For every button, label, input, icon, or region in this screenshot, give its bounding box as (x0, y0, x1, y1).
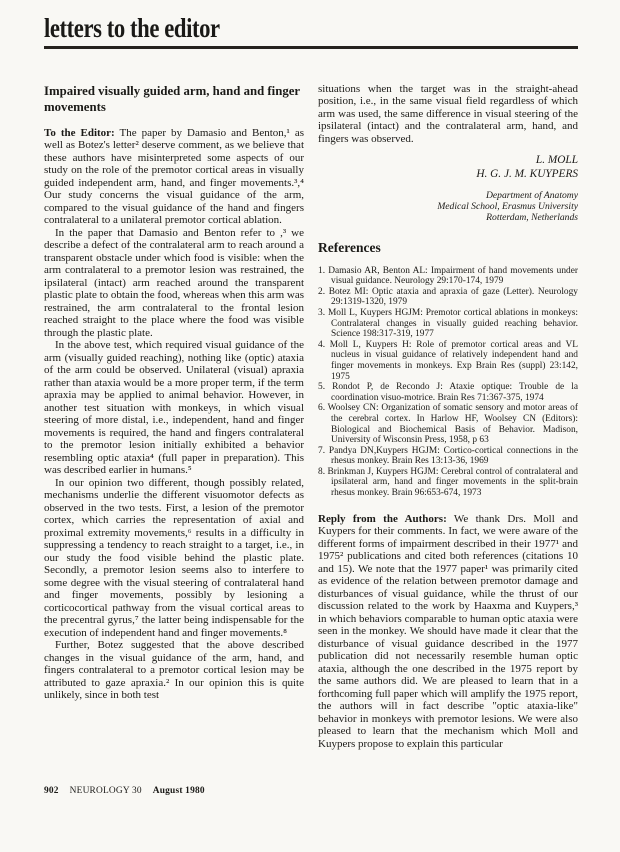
signature-name: L. MOLL (535, 154, 578, 166)
journal-volume: NEUROLOGY 30 (69, 786, 142, 796)
reply-paragraph (318, 513, 578, 751)
letter-paragraph-1-text: The paper by Damasio and Benton,¹ as well as Botez's letter² deserve comment, as we believe that these authors have misinterpreted some aspects of our study on the role of the premotor cortical areas in visually guided independent arm, hand, and finger movements.³,⁴ Our study concerns the visual guidance of the arm, compared to the visual guidance of the hand and fingers contralateral to a unilateral premotor cortical ablation. (44, 126, 304, 226)
two-column-body (44, 83, 578, 751)
reference-number: 7. (318, 445, 326, 456)
references-heading: References (318, 239, 381, 255)
reference-text: Moll L, Kuypers H: Role of premotor cortical areas and VL nucleus in visual guidance of relatively independent hand and finger movements in monkeys. Exp Brain Res (suppl) 23:142, 1975 (329, 339, 578, 382)
letter-paragraph-1 (44, 127, 304, 227)
reply-text: We thank Drs. Moll and Kuypers for their comments. In fact, we were aware of the different forms of impairment described in their 1977¹ and 1975² publications and cited both references (citations 10 and 15). We note that the 1977 paper¹ was primarily cited as evidence of the relation between premotor damage and disturbances of visual guidance, while the thrust of our discussion related to the work by Haaxma and Kuypers,³ in which behaviors comparable to human optic ataxia were seen in the monkey. We should have made it clear that the disturbance of visual guidance described in the 1977 publication did not necessarily resemble human optic ataxia, although the one described in the 1975 report by the same authors did. We are pleased to learn that in a forthcoming full paper which will amplify the 1975 report, the authors will in fact describe "optic ataxia-like" behavior in monkeys with premotor lesions. We were also pleased to learn that the mechanism which Moll and Kuypers propose to explain this particular (318, 512, 578, 750)
reference-text: Moll L, Kuypers HGJM: Premotor cortical ablations in monkeys: Contralateral changes in visually guided reaching behavior. Science 198:317-319, 1977 (327, 307, 579, 340)
reference-number: 3. (318, 307, 326, 318)
letter-paragraph-4: In our opinion two different, though possibly related, mechanisms underlie the different visuomotor defects as observed in the two tests. First, a lesion of the premotor cortex, which carries the representation of axial and proximal extremity movements,⁶ results in a difficulty in suppressing a tendency to reach straight to a target, i.e., in our study the food visible behind the plastic plate. Secondly, a premotor lesion seems also to interfere to some degree with the visual steering of contralateral hand and finger movements, possibly by lesioning a corticocortical pathway from the visual cortical areas to the precentral gyrus,⁷ the latter being indispensable for the execution of independent hand and finger movements.⁸ (44, 476, 304, 639)
reference-text: Botez MI: Optic ataxia and apraxia of gaze (Letter). Neurology 29:1319-1320, 1979 (328, 286, 578, 308)
masthead (44, 13, 578, 49)
affiliation-block (318, 190, 578, 224)
affiliation-line: Department of Anatomy (485, 190, 578, 201)
reference-text: Rondot P, de Recondo J: Ataxie optique: Trouble de la coordination visuo-motrice. Brain Res 71:367-375, 1974 (331, 382, 578, 403)
reference-number: 6. (318, 403, 326, 414)
reference-item (318, 287, 578, 308)
reference-item (318, 382, 578, 403)
reference-item (318, 403, 578, 445)
signature-name: H. G. J. M. KUYPERS (476, 168, 578, 180)
reference-number: 4. (318, 339, 326, 350)
section-title: letters to the editor (44, 13, 220, 43)
letter-paragraph-continuation: situations when the target was in the straight-ahead position, i.e., in the same visual field regardless of which arm was used, the same difference in visual steering of the ipsilateral (intact) and the contralateral arm, hand, and fingers was observed. (318, 82, 578, 145)
reference-text: Pandya DN,Kuypers HGJM: Cortico-cortical connections in the rhesus monkey. Brain Res 13:13-36, 1969 (328, 445, 579, 467)
affiliation-line: Medical School, Erasmus University (437, 201, 578, 213)
reference-item (318, 340, 578, 382)
reference-number: 8. (318, 466, 326, 477)
letter-paragraph-5: Further, Botez suggested that the above described changes in the visual guidance of the arm, hand, and fingers contralateral to a premotor cortical lesion may be attributed to gaze apraxia.² In our opinion this is quite unlikely, since in both test (44, 639, 304, 701)
header-rule (44, 46, 578, 49)
reply-lead: Reply from the Authors: (318, 512, 447, 525)
letter-salutation: To the Editor: (44, 126, 115, 139)
reference-text: Damasio AR, Benton AL: Impairment of hand movements under visual guidance. Neurology 29:170-174, 1979 (328, 265, 578, 287)
issue-date: August 1980 (152, 786, 205, 796)
reference-item (318, 266, 578, 287)
reference-item (318, 308, 578, 340)
reference-text: Woolsey CN: Organization of somatic sensory and motor areas of the cerebral cortex. In Harlow HF, Woolsey CN (Editors): Biological and Biochemical Basis of Behavior. Madison, University of Wisconsin Press, 1958, p 63 (327, 403, 578, 446)
reference-item (318, 467, 578, 499)
page-number: 902 (44, 786, 59, 796)
reference-number: 1. (318, 265, 326, 276)
affiliation-line: Rotterdam, Netherlands (486, 212, 578, 224)
letter-paragraph-3: In the above test, which required visual guidance of the arm (visually guided reaching), nothing like (optic) ataxia of the arm could be observed. Unilateral (visual) apraxia rather than ataxia would be a more proper term, if the term apraxia may be applied to animal behavior. However, in another test situation with monkeys, in which visual steering of more distal, i.e., independent, hand and finger movements is required, the hand and fingers contralateral to the premotor lesion initially exhibited a behavior resembling optic ataxia⁴ (full paper in preparation). This was described earlier in humans.⁵ (44, 339, 304, 476)
references-list (318, 266, 578, 499)
letter-paragraph-2: In the paper that Damasio and Benton refer to ,³ we describe a defect of the contralateral arm to reach around a transparent obstacle under which food is visible: when the arm contralateral to a premotor lesion was restrained, the ipsilateral (intact) arm reached around the transparent plastic plate to obtain the food, whereas when this arm was restrained, the arm contralateral to the frontal lesion reached straight to the place where the food was visible through the plastic plate. (44, 226, 304, 339)
signature-block (318, 153, 578, 181)
reference-number: 5. (318, 382, 326, 393)
reference-text: Brinkman J, Kuypers HGJM: Cerebral control of contralateral and ipsilateral arm, hand and finger movements in the split-brain rhesus monkey. Brain 96:653-674, 1973 (327, 466, 578, 499)
page-footer (44, 786, 205, 796)
reference-item (318, 446, 578, 467)
letter-title: Impaired visually guided arm, hand and finger movements (44, 83, 300, 114)
right-column (318, 83, 578, 751)
left-column (44, 83, 304, 751)
reference-number: 2. (318, 286, 326, 297)
